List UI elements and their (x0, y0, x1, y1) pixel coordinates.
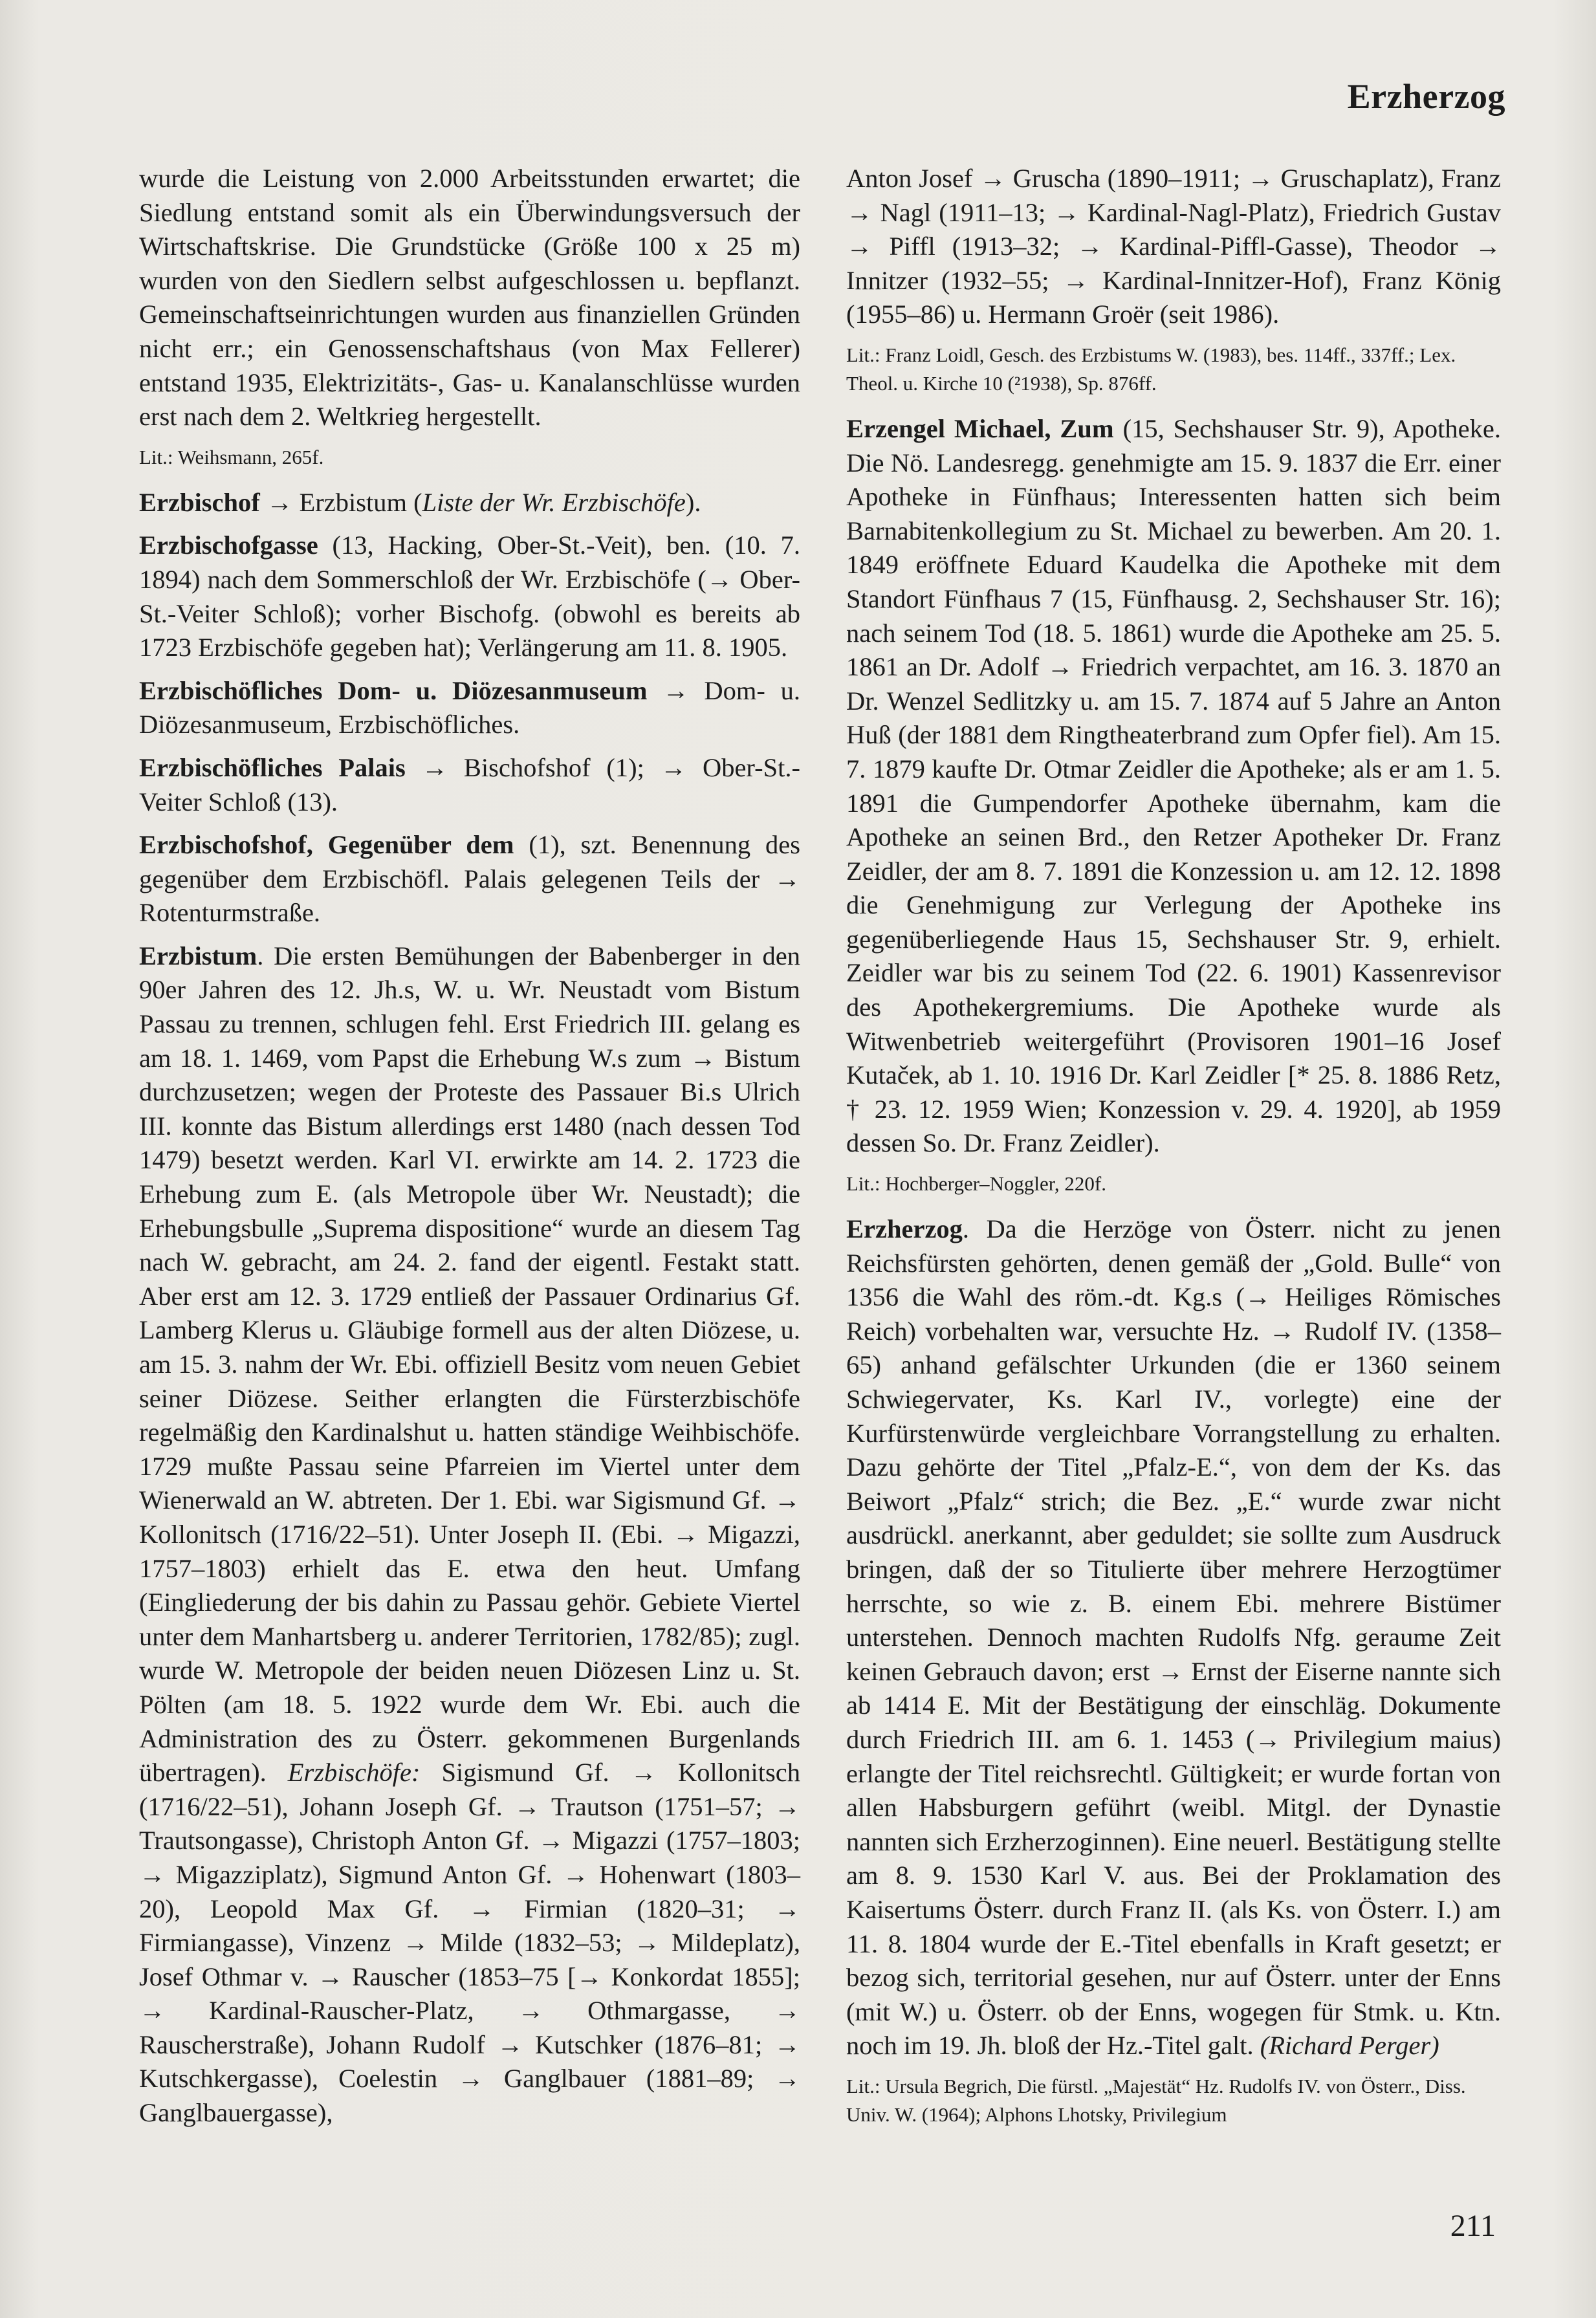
entry-head: Erzherzog (846, 1214, 963, 1244)
entry-continuation: Anton Josef → Gruscha (1890–1911; → Gruschaplatz), Franz → Nagl (1911–13; → Kardinal-Nagl-Platz), Friedrich Gustav → Piffl (1913–32; → Kardinal-Piffl-Gasse), Theodor → Innitzer (1932–55; → Kardinal-Innitzer-Hof), Franz König (1955–86) u. Hermann Groër (seit 1986). (846, 164, 1501, 329)
literature-note: Lit.: Franz Loidl, Gesch. des Erzbistums W. (1983), bes. 114ff., 337ff.; Lex. Theol. u. Kirche 10 (²1938), Sp. 876ff. (846, 343, 1456, 395)
right-column (846, 162, 1501, 2143)
entry-head: Erzbischöfliches Palais (139, 752, 406, 782)
entry-erzbistum: Erzbistum. Die ersten Bemühungen der Babenberger in den 90er Jahren des 12. Jh.s, W. u. Wr. Neustadt vom Bistum Passau zu trennen, schlugen fehl. Erst Friedrich III. gelang es am 18. 1. 1469, vom Papst die Erhebung W.s zum → Bistum durchzusetzen; wegen der Proteste des Passauer Bi.s Ulrich III. konnte das Bistum allerdings erst 1480 (nach dessen Tod 1479) besetzt werden. Karl VI. erwirkte am 14. 2. 1723 die Erhebung zum E. (als Metropole über Wr. Neustadt); die Erhebungsbulle „Suprema dispositione“ wurde an diesem Tag nach W. gebracht, am 24. 2. fand der eigentl. Festakt statt. Aber erst am 12. 3. 1729 entließ der Passauer Ordinarius Gf. Lamberg Klerus u. Gläubige formell aus der alten Diözese, u. am 15. 3. nahm der Wr. Ebi. offiziell Besitz vom neuen Gebiet seiner Diözese. Seither erlangten die Fürsterzbischöfe regelmäßig den Kardinalshut u. hatten ständige Weihbischöfe. 1729 mußte Passau seine Pfarreien im Viertel unter dem Wienerwald an W. abtreten. Der 1. Ebi. war Sigismund Gf. → Kollonitsch (1716/22–51). Unter Joseph II. (Ebi. → Migazzi, 1757–1803) erhielt das E. etwa den heut. Umfang (Eingliederung der bis dahin zu Passau gehör. Gebiete Viertel unter dem Manhartsberg u. anderer Territorien, 1782/85); zugl. wurde W. Metropole der beiden neuen Diözesen Linz u. St. Pölten (am 18. 5. 1922 wurde dem Wr. Ebi. auch die Administration des zu Österr. gekommenen Burgenlands übertragen). Erzbischöfe: Sigismund Gf. → Kollonitsch (1716/22–51), Johann Joseph Gf. → Trautson (1751–57; → Trautsongasse), Christoph Anton Gf. → Migazzi (1757–1803; → Migazziplatz), Sigmund Anton Gf. → Hohenwart (1803–20), Leopold Max Gf. → Firmian (1820–31; → Firmiangasse), Vinzenz → Milde (1832–53; → Mildeplatz), Josef Othmar v. → Rauscher (1853–75 [→ Konkordat 1855]; → Kardinal-Rauscher-Platz, → Othmargasse, → Rauscherstraße), Johann Rudolf → Kutschker (1876–81; → Kutschkergasse), Coelestin → Ganglbauer (1881–89; → Ganglbauergasse), (139, 941, 801, 2128)
entry-erzbischofgasse: Erzbischofgasse (13, Hacking, Ober-St.-Veit), ben. (10. 7. 1894) nach dem Sommerschloß der Wr. Erzbischöfe (→ Ober-St.-Veiter Schloß); vorher Bischofg. (obwohl es bereits ab 1723 Erzbischöfe gegeben hat); Verlängerung am 11. 8. 1905. (139, 530, 800, 662)
entry-head: Erzbischofshof, Gegenüber dem (139, 830, 514, 860)
running-head: Erzherzog (1347, 77, 1505, 116)
literature-note: Lit.: Weihsmann, 265f. (139, 445, 324, 468)
entry-erzherzog: Erzherzog. Da die Herzöge von Österr. nicht zu jenen Reichsfürsten gehörten, denen gemäß der „Gold. Bulle“ von 1356 die Wahl des röm.-dt. Kg.s (→ Heiliges Römisches Reich) vorbehalten war, versuchte Hz. → Rudolf IV. (1358–65) anhand gefälschter Urkunden (die er 1360 seinem Schwiegervater, Ks. Karl IV., vorlegte) eine der Kurfürstenwürde vergleichbare Vorrangstellung zu erhalten. Dazu gehörte der Titel „Pfalz-E.“, von dem der Ks. das Beiwort „Pfalz“ strich; die Bez. „E.“ wurde zwar nicht ausdrückl. anerkannt, aber geduldet; sie sollte zum Ausdruck bringen, daß der so Titulierte über mehrere Herzogtümer herrschte, so wie z. B. einem Ebi. mehrere Bistümer unterstehen. Dennoch machten Rudolfs Nfg. geraume Zeit keinen Gebrauch davon; erst → Ernst der Eiserne nannte sich ab 1414 E. Mit der Bestätigung der einschläg. Dokumente durch Friedrich III. am 6. 1. 1453 (→ Privilegium maius) erlangte der Titel reichsrechtl. Gültigkeit; er wurde fortan von allen Habsburgern geführt (weibl. Mitgl. der Dynastie nannten sich Erzherzoginnen). Eine neuerl. Bestätigung stellte am 8. 9. 1530 Karl V. aus. Bei der Proklamation des Kaisertums Österr. durch Franz II. (als Ks. von Österr. I.) am 11. 8. 1804 wurde der E.-Titel ebenfalls in Kraft gesetzt; er bezog sich, territorial gesehen, nur auf Österr. unter der Enns (mit W.) u. Österr. ob der Enns, wogegen für Stmk. u. Ktn. noch im 19. Jh. bloß der Hz.-Titel galt. (Richard Perger) (846, 1214, 1501, 2061)
entry-dommuseum: Erzbischöfliches Dom- u. Diözesanmuseum → Dom- u. Diözesanmuseum, Erzbischöfliches. (139, 675, 800, 739)
entry-erzbischof: Erzbischof → Erzbistum (Liste der Wr. Erzbischöfe). (139, 487, 701, 517)
page-number: 211 (1450, 2209, 1496, 2243)
entry-erzbischofshof: Erzbischofshof, Gegenüber dem (1), szt. Benennung des gegenüber dem Erzbischöfl. Palais gelegenen Teils der → Rotenturmstraße. (139, 830, 800, 928)
literature-note: Lit.: Ursula Begrich, Die fürstl. „Majestät“ Hz. Rudolfs IV. von Österr., Diss. Univ. W. (1964); Alphons Lhotsky, Privilegium (846, 2074, 1466, 2126)
entry-head: Erzbistum (139, 941, 257, 970)
entry-head: Erzengel Michael, Zum (846, 413, 1114, 443)
left-column (139, 162, 800, 2139)
entry-head: Erzbischofgasse (139, 530, 318, 560)
entry-head: Erzbischöfliches Dom- u. Diözesanmuseum (139, 675, 648, 705)
entry-erzengel-michael: Erzengel Michael, Zum (15, Sechshauser Str. 9), Apotheke. Die Nö. Landesregg. genehmigte am 15. 9. 1837 die Err. einer Apotheke in Fünfhaus; Interessenten hatten sich beim Barnabitenkollegium zu St. Michael zu bewerben. Am 20. 1. 1849 eröffnete Eduard Kaudelka die Apotheke mit dem Standort Fünfhaus 7 (15, Fünfhausg. 2, Sechshauser Str. 16); nach seinem Tod (18. 5. 1861) wurde die Apotheke am 25. 5. 1861 an Dr. Adolf → Friedrich verpachtet, am 16. 3. 1870 an Dr. Wenzel Sedlitzky u. am 15. 7. 1874 auf 5 Jahre an Anton Huß (der 1881 dem Ringtheaterbrand zum Opfer fiel). Am 15. 7. 1879 kaufte Dr. Otmar Zeidler die Apotheke; als er am 1. 5. 1891 die Gumpendorfer Apotheke übernahm, kam die Apotheke an seinen Brd., den Retzer Apotheker Dr. Franz Zeidler, der am 8. 7. 1891 die Konzession u. am 12. 12. 1898 die Genehmigung zur Verlegung der Apotheke ins gegenüberliegende Haus 15, Sechshauser Str. 9, erhielt. Zeidler war bis zu seinem Tod (22. 6. 1901) Kassenrevisor des Apothekergremiums. Die Apotheke wurde als Witwenbetrieb weitergeführt (Provisoren 1901–16 Josef Kutaček, ab 1. 10. 1916 Dr. Karl Zeidler [* 25. 8. 1886 Retz, † 23. 12. 1959 Wien; Konzession v. 29. 4. 1920], ab 1959 dessen So. Dr. Franz Zeidler). (846, 413, 1501, 1158)
entry-palais: Erzbischöfliches Palais → Bischofshof (1); → Ober-St.-Veiter Schloß (13). (139, 752, 800, 816)
entry-continuation: wurde die Leistung von 2.000 Arbeitsstunden erwartet; die Siedlung entstand somit als ein Überwindungsversuch der Wirtschaftskrise. Die Grundstücke (Größe 100 x 25 m) wurden von den Siedlern selbst aufgeschlossen u. bepflanzt. Gemeinschaftseinrichtungen wurden aus finanziellen Gründen nicht err.; ein Genossenschaftshaus (von Max Fellerer) entstand 1935, Elektrizitäts-, Gas- u. Kanalanschlüsse wurden erst nach dem 2. Weltkrieg hergestellt. (139, 164, 800, 432)
author-signature: (Richard Perger) (1260, 2031, 1439, 2061)
literature-note: Lit.: Hochberger–Noggler, 220f. (846, 1172, 1106, 1196)
entry-head: Erzbischof (139, 487, 260, 517)
